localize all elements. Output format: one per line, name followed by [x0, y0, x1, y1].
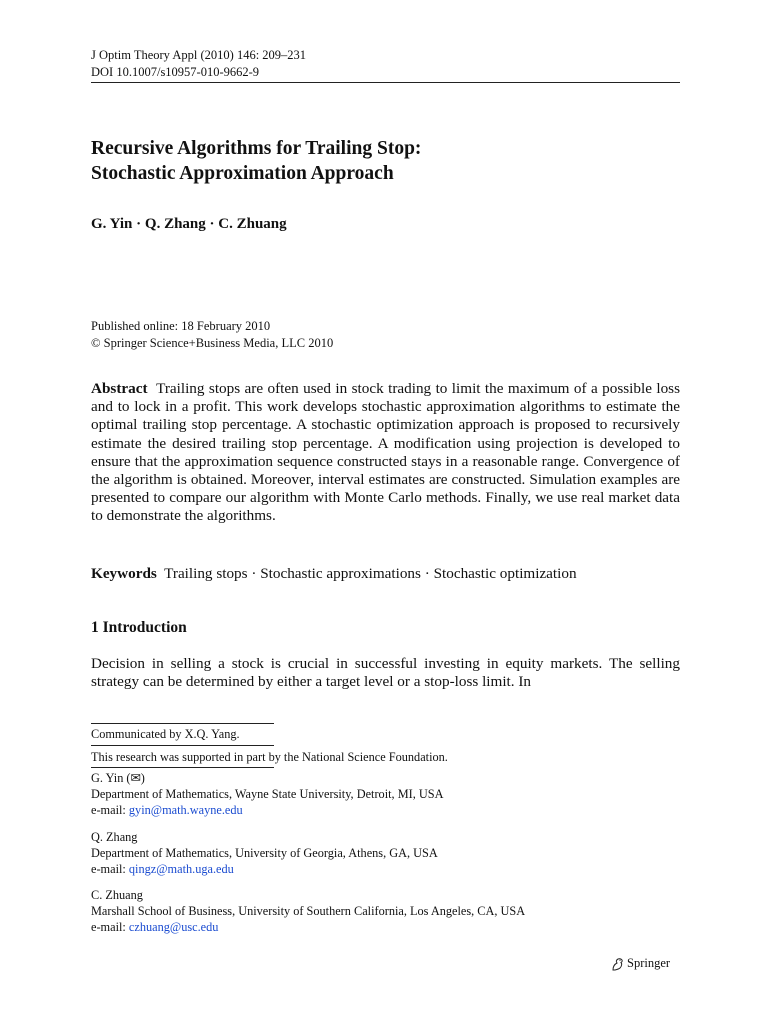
abstract-label: Abstract — [91, 380, 148, 397]
author-affiliation: Marshall School of Business, University of Southern California, Los Angeles, CA, USA — [91, 904, 526, 918]
author-affiliation: Department of Mathematics, University of Georgia, Athens, GA, USA — [91, 846, 438, 860]
published-date: Published online: 18 February 2010 — [91, 319, 271, 333]
author-block — [91, 887, 525, 935]
title-line-2: Stochastic Approximation Approach — [91, 163, 394, 184]
keywords-text: Trailing stops · Stochastic approximations · Stochastic optimization — [164, 565, 577, 582]
footnote-rule — [91, 767, 274, 768]
author-affiliation: Department of Mathematics, Wayne State University, Detroit, MI, USA — [91, 787, 444, 801]
copyright: © Springer Science+Business Media, LLC 2010 — [91, 335, 334, 350]
springer-logo — [611, 956, 670, 971]
footnote-rule — [91, 723, 274, 724]
abstract — [91, 380, 680, 526]
doi: DOI 10.1007/s10957-010-9662-9 — [91, 65, 260, 79]
author-email-line — [91, 861, 438, 877]
author-email-line — [91, 802, 443, 818]
keywords — [91, 565, 577, 583]
author-name: Q. Zhang — [91, 830, 138, 844]
email-link[interactable]: czhuang@usc.edu — [128, 920, 219, 934]
author-name: C. Zhuang — [91, 888, 143, 902]
journal-header — [91, 47, 306, 81]
author-list: G. Yin · Q. Zhang · C. Zhuang — [91, 216, 287, 232]
communicated-note: Communicated by X.Q. Yang. — [91, 727, 240, 741]
support-note: This research was supported in part by the National Science Foundation. — [91, 750, 448, 764]
email-link[interactable]: qingz@math.uga.edu — [128, 862, 234, 876]
footnote-rule — [91, 745, 274, 746]
author-name: G. Yin (✉) — [91, 771, 145, 785]
abstract-text: Trailing stops are often used in stock trading to limit the maximum of a possible loss and to lock in a profit. This work develops stochastic approximation algorithms to estimate the optimal trailing stop percentage. A stochastic optimization approach is proposed to recursively estimate the desired trailing stop percentage. A modification using projection is developed to ensure that the approximation sequence constructed stays in a reasonable range. Convergence of the algorithm is obtained. Moreover, interval estimates are constructed. Simulation examples are presented to compare our algorithm with Monte Carlo methods. Finally, we use real market data to demonstrate the algorithms. — [91, 380, 680, 525]
section-heading: 1 Introduction — [91, 619, 187, 636]
email-link[interactable]: gyin@math.wayne.edu — [128, 803, 243, 817]
paper-title — [91, 136, 421, 186]
header-rule — [91, 82, 680, 83]
publication-info — [91, 318, 333, 351]
author-block — [91, 770, 443, 818]
title-line-1: Recursive Algorithms for Trailing Stop: — [91, 138, 422, 159]
publisher-name: Springer — [627, 956, 671, 970]
email-label: e-mail: — [91, 920, 129, 934]
author-block — [91, 829, 438, 877]
journal-citation: J Optim Theory Appl (2010) 146: 209–231 — [91, 48, 307, 62]
email-label: e-mail: — [91, 803, 129, 817]
springer-horse-icon — [611, 957, 624, 971]
email-label: e-mail: — [91, 862, 129, 876]
author-email-line — [91, 919, 525, 935]
introduction-text: Decision in selling a stock is crucial in successful investing in equity markets. The selling strategy can be determined by either a target level or a stop-loss limit. In — [91, 655, 680, 691]
keywords-label: Keywords — [91, 565, 157, 582]
